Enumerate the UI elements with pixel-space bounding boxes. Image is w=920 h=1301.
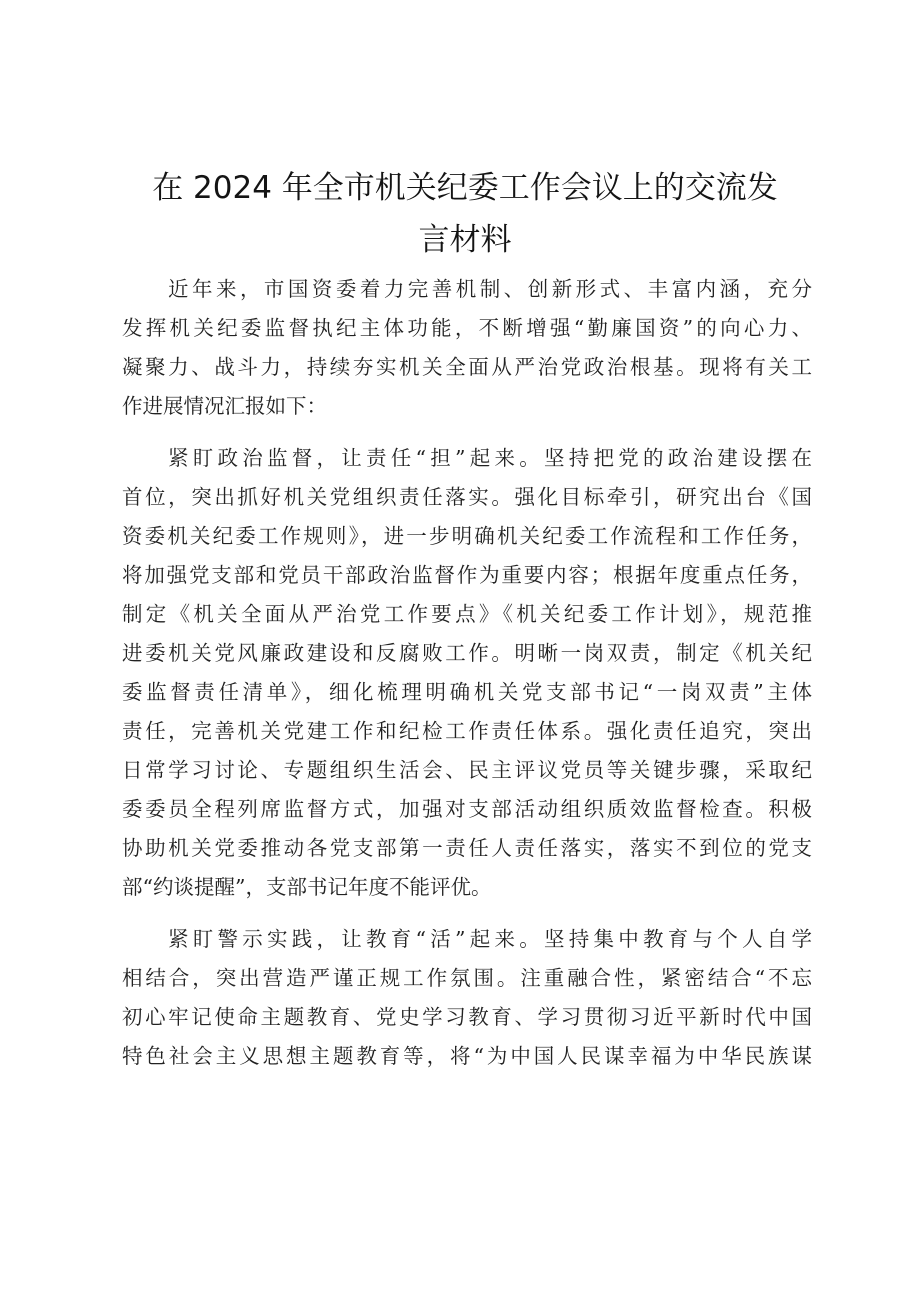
paragraph-line: 作进展情况汇报如下： xyxy=(122,394,327,418)
document-body xyxy=(122,270,812,1076)
paragraph-line: 委监督责任清单》，细化梳理明确机关党支部书记“一岗双责”主体 xyxy=(122,680,812,704)
paragraph-line: 近年来，市国资委着力完善机制、创新形式、丰富内涵，充分 xyxy=(168,277,812,301)
paragraph-line: 进委机关党风廉政建设和反腐败工作。明晰一岗双责，制定《机关纪 xyxy=(122,641,812,665)
title-line-1: 在 2024 年全市机关纪委工作会议上的交流发 xyxy=(152,170,778,206)
paragraph-line: 初心牢记使命主题教育、党史学习教育、学习贯彻习近平新时代中国 xyxy=(122,1005,812,1029)
paragraph-line: 发挥机关纪委监督执纪主体功能，不断增强“勤廉国资”的向心力、 xyxy=(122,316,812,340)
paragraph-intro xyxy=(122,270,812,426)
paragraph-line: 特色社会主义思想主题教育等，将“为中国人民谋幸福为中华民族谋 xyxy=(122,1044,812,1068)
paragraph-line: 协助机关党委推动各党支部第一责任人责任落实，落实不到位的党支 xyxy=(122,836,812,860)
paragraph-line: 首位，突出抓好机关党组织责任落实。强化目标牵引，研究出台《国 xyxy=(122,485,812,509)
paragraph-line: 责任，完善机关党建工作和纪检工作责任体系。强化责任追究，突出 xyxy=(122,719,812,743)
paragraph-warning-education xyxy=(122,920,812,1076)
paragraph-line: 紧盯警示实践，让教育“活”起来。坚持集中教育与个人自学 xyxy=(168,927,812,951)
paragraph-line: 相结合，突出营造严谨正规工作氛围。注重融合性，紧密结合“不忘 xyxy=(122,966,812,990)
paragraph-line: 制定《机关全面从严治党工作要点》《机关纪委工作计划》，规范推 xyxy=(122,602,812,626)
paragraph-line: 紧盯政治监督，让责任“担”起来。坚持把党的政治建设摆在 xyxy=(168,446,812,470)
paragraph-line: 委委员全程列席监督方式，加强对支部活动组织质效监督检查。积极 xyxy=(122,797,812,821)
paragraph-line: 凝聚力、战斗力，持续夯实机关全面从严治党政治根基。现将有关工 xyxy=(122,355,812,379)
paragraph-line: 资委机关纪委工作规则》，进一步明确机关纪委工作流程和工作任务， xyxy=(122,524,812,548)
document-title xyxy=(120,162,810,266)
paragraph-line: 部“约谈提醒”，支部书记年度不能评优。 xyxy=(122,875,492,899)
paragraph-line: 将加强党支部和党员干部政治监督作为重要内容；根据年度重点任务， xyxy=(122,563,812,587)
paragraph-line: 日常学习讨论、专题组织生活会、民主评议党员等关键步骤，采取纪 xyxy=(122,758,812,782)
title-line-2: 言材料 xyxy=(418,222,512,258)
paragraph-political-supervision xyxy=(122,439,812,907)
